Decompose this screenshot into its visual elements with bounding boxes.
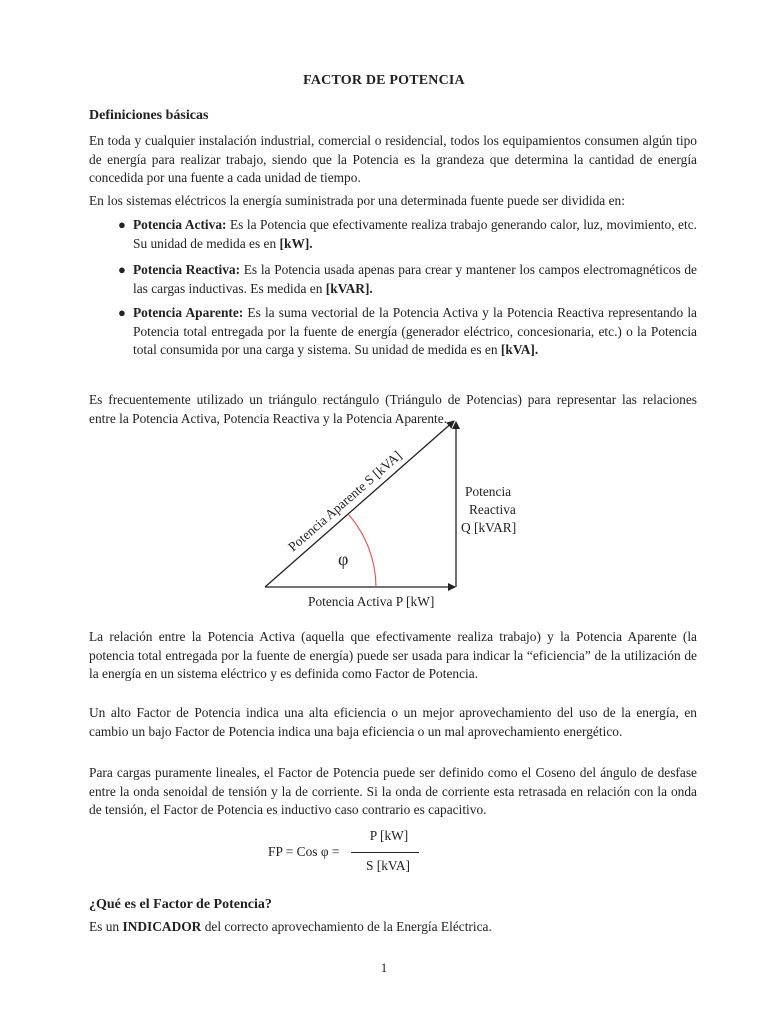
list-item-potencia-aparente [118,304,697,360]
term-label: Potencia Reactiva: [133,262,241,277]
power-triangle-diagram [255,418,545,618]
active-power-label: Potencia Activa P [kW] [308,594,435,609]
formula-left-side: FP = Cos φ = [268,844,340,859]
term-label: Potencia Aparente: [133,305,244,320]
formula-denominator: S [kVA] [365,858,411,873]
fraction-bar [351,852,419,853]
paragraph-intro: En toda y cualquier instalación industrial, comercial o residencial, todos los equipamientos consumen algún tipo de energía para realizar trabajo, siendo que la Potencia es la grandeza que determina la cantidad de energía concedida por una fuente a cada unidad de tiempo. [89,133,697,185]
angle-phi-label: φ [338,549,349,569]
apparent-power-arrow [265,421,454,587]
bullet-icon: ● [118,217,126,232]
term-description: Es la suma vectorial de la Potencia Activa y la Potencia Reactiva representando la Potencia total entregada por la fuente de energía (generador eléctrico, concesionaria, etc.) o la Potencia total consumida por una carga y sistema. Su unidad de medida es en [133,305,697,357]
list-item-potencia-reactiva [118,261,697,298]
paragraph-high-low-factor: Un alto Factor de Potencia indica una alta eficiencia o un mejor aprovechamiento del uso de la energía, en cambio un bajo Factor de Potencia indica una baja eficiencia o un mal aprovechamiento energético. [89,705,697,739]
unit-label: [kVA]. [500,342,539,357]
term-description: Es la Potencia que efectivamente realiza trabajo generando calor, luz, movimiento, etc. Su unidad de medida es en [133,217,698,251]
paragraph-indicador [89,918,697,937]
apparent-power-label: Potencia Aparente S [kVA] [285,447,405,555]
indicador-post-text: del correcto aprovechamiento de la Energía Eléctrica. [201,919,492,934]
angle-arc [348,514,376,587]
unit-label: [kVAR]. [325,280,373,296]
paragraph-division: En los sistemas eléctricos la energía suministrada por una determinada fuente puede ser dividida en: [89,193,625,208]
reactive-power-label-line2: Reactiva [469,502,516,517]
bullet-icon: ● [118,262,126,277]
formula-numerator: P [kW] [369,828,409,843]
bullet-icon: ● [118,305,126,320]
document-title: FACTOR DE POTENCIA [303,73,465,88]
list-item-potencia-activa [118,216,698,253]
reactive-power-label-line3: Q [kVAR] [461,520,517,535]
indicador-bold-text: INDICADOR [122,919,202,934]
indicador-pre-text: Es un [89,919,123,934]
paragraph-relation: La relación entre la Potencia Activa (aquella que efectivamente realiza trabajo) y la Potencia Aparente (la potencia total entregada por la fuente de energía) puede ser usada para indicar la “eficiencia” de la utilización de la energía en un sistema eléctrico y es definida como Factor de Potencia. [89,629,697,681]
paragraph-linear-loads: Para cargas puramente lineales, el Factor de Potencia puede ser definido como el Coseno del ángulo de desfase entre la onda senoidal de tensión y la de corriente. Si la onda de corriente esta retrasada en relación con la onda de tensión, el Factor de Potencia es inductivo caso contrario es capacitivo. [89,765,697,817]
term-label: Potencia Activa: [133,217,227,232]
paragraph-triangle-intro: Es frecuentemente utilizado un triángulo rectángulo (Triángulo de Potencias) para representar las relaciones entre la Potencia Activa, Potencia Reactiva y la Potencia Aparente. [89,392,697,426]
term-description: Es la Potencia usada apenas para crear y mantener los campos electromagnéticos de las cargas inductivas. Es medida en [133,262,697,296]
section-heading-que-es: ¿Qué es el Factor de Potencia? [89,897,272,912]
unit-label: [kW]. [279,235,313,251]
reactive-power-label-line1: Potencia [465,484,512,499]
power-factor-formula [268,828,428,878]
page-number: 1 [380,960,388,975]
section-heading-definiciones: Definiciones básicas [89,108,209,123]
